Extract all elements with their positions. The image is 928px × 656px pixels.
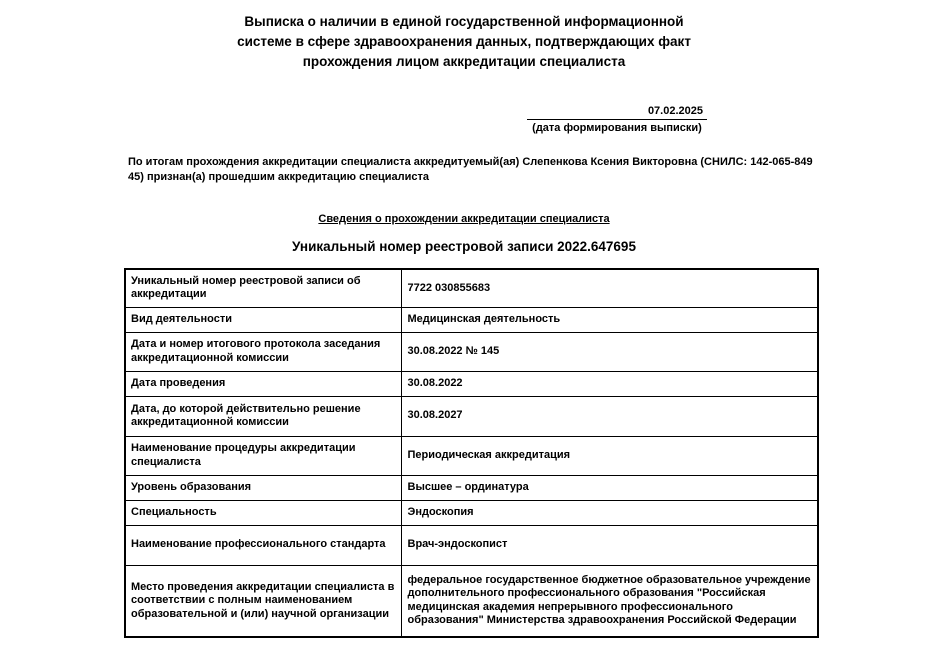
row-value: федеральное государственное бюджетное образовательное учреждение дополнительного профессионального образования "Российская медицинская академия непрерывного профессионального образования" Министерства здравоохранения Российской Федерации: [401, 565, 818, 637]
row-value: Периодическая аккредитация: [401, 436, 818, 475]
table-row: [125, 307, 818, 332]
accreditation-table: [124, 268, 819, 638]
row-label: Дата проведения: [125, 371, 401, 396]
row-value: Врач-эндоскопист: [401, 525, 818, 565]
row-label: Дата, до которой действительно решение аккредитационной комиссии: [125, 396, 401, 436]
row-value: Высшее – ординатура: [401, 475, 818, 500]
row-value: Медицинская деятельность: [401, 307, 818, 332]
row-value: Эндоскопия: [401, 500, 818, 525]
row-value: 7722 030855683: [401, 269, 818, 307]
row-value: 30.08.2027: [401, 396, 818, 436]
record-number-heading: Уникальный номер реестровой записи 2022.647695: [292, 239, 636, 254]
table-row: [125, 525, 818, 565]
table-row: [125, 500, 818, 525]
issue-date-caption: (дата формирования выписки): [532, 122, 702, 134]
table-row: [125, 565, 818, 637]
row-value: 30.08.2022: [401, 371, 818, 396]
title-line-2: системе в сфере здравоохранения данных, подтверждающих факт: [237, 34, 691, 49]
table-row: [125, 371, 818, 396]
section-heading: Сведения о прохождении аккредитации специалиста: [318, 213, 610, 225]
intro-paragraph: По итогам прохождения аккредитации специалиста аккредитуемый(ая) Слепенкова Ксения Викторовна (СНИЛС: 142-065-849 45) признан(а) прошедшим аккредитацию специалиста: [128, 156, 813, 183]
table-row: [125, 332, 818, 371]
row-label: Вид деятельности: [125, 307, 401, 332]
table-row: [125, 269, 818, 307]
row-label: Наименование профессионального стандарта: [125, 525, 401, 565]
row-label: Дата и номер итогового протокола заседания аккредитационной комиссии: [125, 332, 401, 371]
row-label: Место проведения аккредитации специалиста в соответствии с полным наименованием образовательной и (или) научной организации: [125, 565, 401, 637]
table-row: [125, 436, 818, 475]
issue-date: 07.02.2025: [527, 104, 707, 120]
document-title: [0, 12, 928, 72]
row-label: Наименование процедуры аккредитации специалиста: [125, 436, 401, 475]
row-label: Специальность: [125, 500, 401, 525]
row-label: Уникальный номер реестровой записи об аккредитации: [125, 269, 401, 307]
table-row: [125, 475, 818, 500]
issue-date-block: [527, 104, 707, 136]
row-label: Уровень образования: [125, 475, 401, 500]
table-row: [125, 396, 818, 436]
title-line-1: Выписка о наличии в единой государственной информационной: [244, 14, 684, 29]
row-value: 30.08.2022 № 145: [401, 332, 818, 371]
title-line-3: прохождения лицом аккредитации специалиста: [302, 54, 626, 69]
